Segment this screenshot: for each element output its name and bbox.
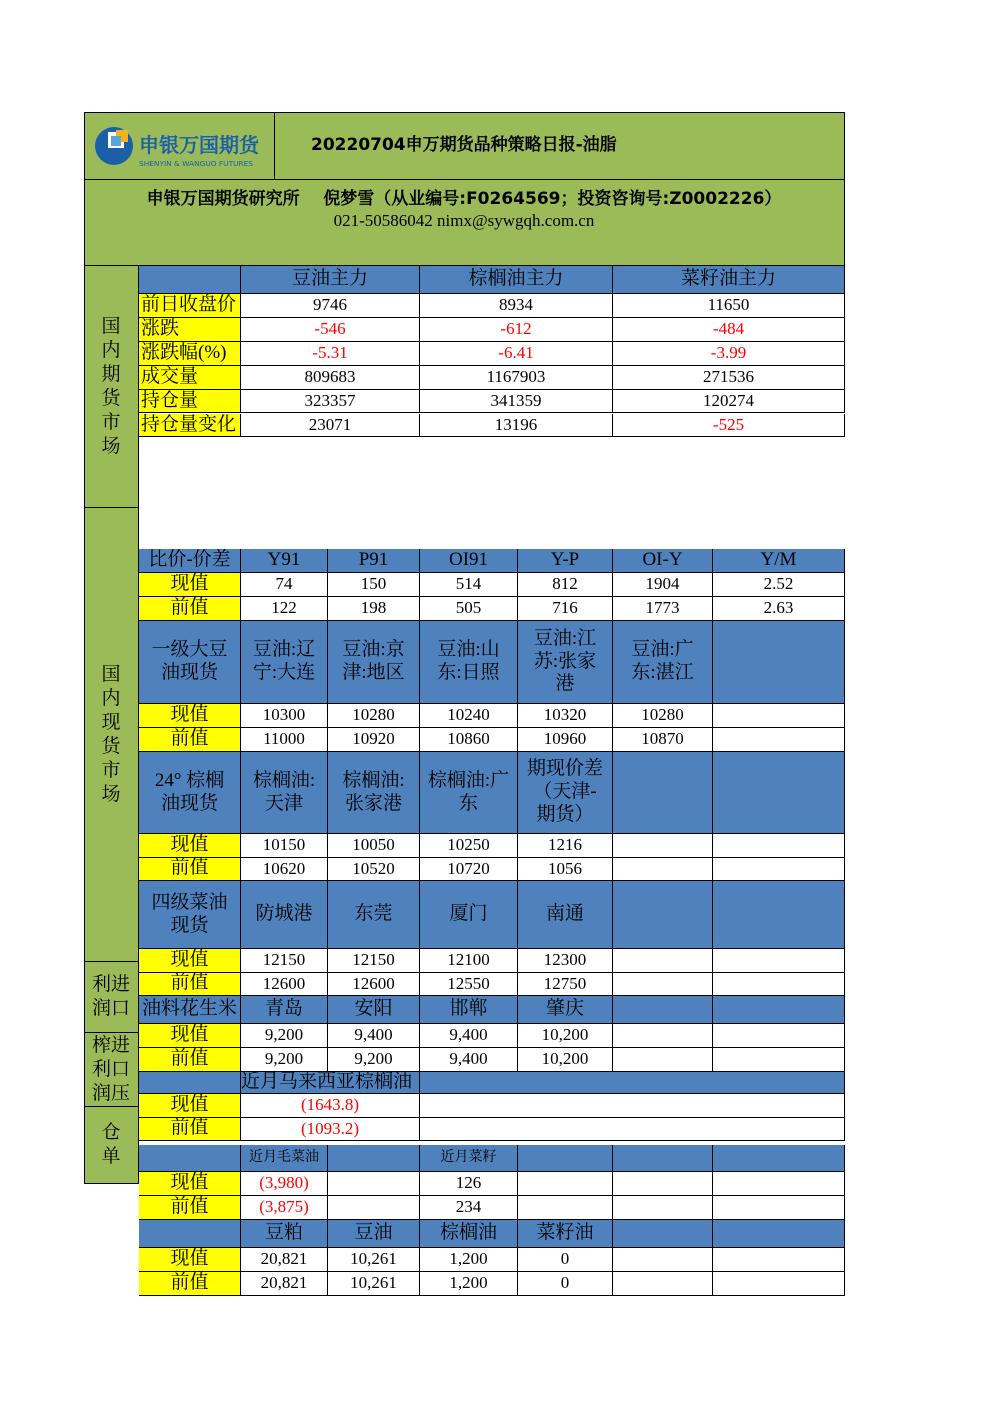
warehouse-current-value: 10,261 bbox=[328, 1248, 420, 1272]
soy_spot-column-header: 豆油:京 津:地区 bbox=[328, 621, 420, 704]
palm_spot-current-value: 10050 bbox=[328, 834, 420, 858]
soy_spot-previous-value: 10870 bbox=[613, 728, 713, 752]
soy_spot-current-value bbox=[713, 704, 845, 728]
peanut-previous-value: 9,400 bbox=[420, 1048, 518, 1072]
crush-previous-value: (3,875) bbox=[241, 1196, 328, 1220]
palm_spot-current-value bbox=[613, 834, 713, 858]
peanut-current-value: 9,200 bbox=[241, 1024, 328, 1048]
soy_spot-current-value: 10280 bbox=[613, 704, 713, 728]
logo-cell bbox=[84, 112, 275, 180]
palm_spot-previous-value: 10620 bbox=[241, 858, 328, 882]
import-current-label: 现值 bbox=[139, 1094, 241, 1118]
futures-row-label: 涨跌幅(%) bbox=[139, 342, 241, 366]
section-warehouse: 仓 单 bbox=[84, 1107, 139, 1184]
rapeseed_spot-column-header: 防城港 bbox=[241, 881, 328, 949]
crush-previous-blank bbox=[613, 1196, 713, 1220]
warehouse-current-value: 1,200 bbox=[420, 1248, 518, 1272]
import-previous-label: 前值 bbox=[139, 1118, 241, 1142]
soy_spot-previous-value: 11000 bbox=[241, 728, 328, 752]
peanut-previous-label: 前值 bbox=[139, 1048, 241, 1072]
spread-previous-value: 198 bbox=[328, 597, 420, 621]
crush-column-header: 近月菜籽 bbox=[420, 1145, 518, 1172]
peanut-column-header bbox=[713, 996, 845, 1024]
warehouse-previous-value: 10,261 bbox=[328, 1272, 420, 1296]
futures-row-label: 持仓量变化 bbox=[139, 414, 241, 438]
company-logo bbox=[89, 118, 269, 174]
spread-column-header: Y-P bbox=[518, 549, 613, 573]
section-domestic-spot: 国 内 现 货 市 场 bbox=[84, 508, 139, 962]
import-label-blank bbox=[139, 1072, 241, 1094]
palm_spot-column-header bbox=[613, 752, 713, 834]
peanut-column-header: 肇庆 bbox=[518, 996, 613, 1024]
soy_spot-previous-value: 10960 bbox=[518, 728, 613, 752]
rapeseed_spot-previous-value: 12750 bbox=[518, 973, 613, 997]
futures-column-header: 菜籽油主力 bbox=[613, 266, 845, 294]
palm_spot-previous-value: 10520 bbox=[328, 858, 420, 882]
spread-current-value: 2.52 bbox=[713, 573, 845, 597]
soy_spot-previous-value: 10860 bbox=[420, 728, 518, 752]
soy_spot-column-header: 豆油:广 东:湛江 bbox=[613, 621, 713, 704]
futures-column-header: 棕榈油主力 bbox=[420, 266, 613, 294]
futures-corner bbox=[139, 266, 241, 294]
import-current-value: (1643.8) bbox=[241, 1094, 420, 1118]
futures-value: -525 bbox=[613, 414, 845, 438]
warehouse-previous-value: 20,821 bbox=[241, 1272, 328, 1296]
rapeseed_spot-previous-label: 前值 bbox=[139, 973, 241, 997]
palm_spot-column-header: 期现价差 （天津- 期货） bbox=[518, 752, 613, 834]
rapeseed_spot-column-header: 厦门 bbox=[420, 881, 518, 949]
futures-value: -612 bbox=[420, 318, 613, 342]
warehouse-column-header: 豆油 bbox=[328, 1220, 420, 1248]
rapeseed_spot-current-value: 12150 bbox=[328, 949, 420, 973]
logo-subtext: SHENYIN & WANGUO FUTURES bbox=[139, 158, 254, 168]
soy_spot-label: 一级大豆 油现货 bbox=[139, 621, 241, 704]
spread-previous-value: 1773 bbox=[613, 597, 713, 621]
contact-line: 021-50586042 nimx@sywgqh.com.cn bbox=[333, 211, 595, 231]
crush-current-blank bbox=[613, 1172, 713, 1196]
futures-value: 323357 bbox=[241, 390, 420, 414]
import-column-header: 近月马来西亚棕榈油 bbox=[241, 1072, 420, 1094]
warehouse-label-blank bbox=[139, 1220, 241, 1248]
peanut-previous-value bbox=[613, 1048, 713, 1072]
peanut-previous-value: 10,200 bbox=[518, 1048, 613, 1072]
soy_spot-previous-value: 10920 bbox=[328, 728, 420, 752]
futures-value: 271536 bbox=[613, 366, 845, 390]
warehouse-previous-blank bbox=[713, 1272, 845, 1296]
warehouse-current-blank bbox=[613, 1248, 713, 1272]
palm_spot-current-value bbox=[713, 834, 845, 858]
crush-previous-value: 234 bbox=[420, 1196, 518, 1220]
strategy-report-sheet bbox=[84, 112, 845, 1294]
spread-label: 比价-价差 bbox=[139, 549, 241, 573]
peanut-previous-value: 9,200 bbox=[241, 1048, 328, 1072]
palm_spot-column-header bbox=[713, 752, 845, 834]
peanut-current-value: 9,400 bbox=[420, 1024, 518, 1048]
futures-row-label: 成交量 bbox=[139, 366, 241, 390]
spread-current-value: 150 bbox=[328, 573, 420, 597]
palm_spot-column-header: 棕榈油: 天津 bbox=[241, 752, 328, 834]
crush-label-blank bbox=[139, 1145, 241, 1172]
crush-previous-blank bbox=[518, 1196, 613, 1220]
spread-previous-value: 122 bbox=[241, 597, 328, 621]
palm_spot-current-value: 10250 bbox=[420, 834, 518, 858]
peanut-label: 油料花生米 bbox=[139, 996, 241, 1024]
futures-value: -3.99 bbox=[613, 342, 845, 366]
rapeseed_spot-label: 四级菜油 现货 bbox=[139, 881, 241, 949]
spread-column-header: P91 bbox=[328, 549, 420, 573]
crush-current-label: 现值 bbox=[139, 1172, 241, 1196]
soy_spot-current-label: 现值 bbox=[139, 704, 241, 728]
section-import-profit: 利进 润口 bbox=[84, 962, 139, 1033]
rapeseed_spot-current-value: 12150 bbox=[241, 949, 328, 973]
futures-value: 11650 bbox=[613, 294, 845, 318]
peanut-column-header: 安阳 bbox=[328, 996, 420, 1024]
palm_spot-current-value: 1216 bbox=[518, 834, 613, 858]
spread-previous-value: 505 bbox=[420, 597, 518, 621]
rapeseed_spot-column-header bbox=[613, 881, 713, 949]
spread-column-header: Y91 bbox=[241, 549, 328, 573]
rapeseed_spot-previous-value bbox=[713, 973, 845, 997]
peanut-current-value bbox=[613, 1024, 713, 1048]
soy_spot-column-header: 豆油:山 东:日照 bbox=[420, 621, 518, 704]
crush-previous-blank bbox=[713, 1196, 845, 1220]
crush-current-blank bbox=[713, 1172, 845, 1196]
spread-current-value: 514 bbox=[420, 573, 518, 597]
rapeseed_spot-current-value bbox=[713, 949, 845, 973]
soy_spot-current-value: 10300 bbox=[241, 704, 328, 728]
palm_spot-column-header: 棕榈油: 张家港 bbox=[328, 752, 420, 834]
warehouse-current-blank bbox=[713, 1248, 845, 1272]
warehouse-previous-value: 1,200 bbox=[420, 1272, 518, 1296]
rapeseed_spot-current-label: 现值 bbox=[139, 949, 241, 973]
author-line: 申银万国期货研究所 倪梦雪（从业编号:F0264569；投资咨询号:Z0002226） bbox=[146, 189, 782, 209]
crush-header-blank bbox=[518, 1145, 613, 1172]
palm_spot-column-header: 棕榈油:广 东 bbox=[420, 752, 518, 834]
soy_spot-column-header bbox=[713, 621, 845, 704]
peanut-column-header: 邯郸 bbox=[420, 996, 518, 1024]
palm_spot-previous-value bbox=[613, 858, 713, 882]
warehouse-current-label: 现值 bbox=[139, 1248, 241, 1272]
palm_spot-previous-label: 前值 bbox=[139, 858, 241, 882]
crush-previous-label: 前值 bbox=[139, 1196, 241, 1220]
spread-current-label: 现值 bbox=[139, 573, 241, 597]
warehouse-previous-value: 0 bbox=[518, 1272, 613, 1296]
rapeseed_spot-column-header bbox=[713, 881, 845, 949]
warehouse-column-header: 棕榈油 bbox=[420, 1220, 518, 1248]
section-domestic-futures: 国 内 期 货 市 场 bbox=[84, 266, 139, 508]
futures-value: 8934 bbox=[420, 294, 613, 318]
futures-row-label: 持仓量 bbox=[139, 390, 241, 414]
futures-value: 9746 bbox=[241, 294, 420, 318]
soy_spot-current-value: 10240 bbox=[420, 704, 518, 728]
warehouse-column-header: 豆粕 bbox=[241, 1220, 328, 1248]
futures-value: -6.41 bbox=[420, 342, 613, 366]
warehouse-current-value: 20,821 bbox=[241, 1248, 328, 1272]
rapeseed_spot-current-value: 12300 bbox=[518, 949, 613, 973]
warehouse-column-header: 菜籽油 bbox=[518, 1220, 613, 1248]
crush-header-blank bbox=[328, 1145, 420, 1172]
section-crush-profit: 榨进 利口 润压 bbox=[84, 1033, 139, 1107]
soy_spot-column-header: 豆油:辽 宁:大连 bbox=[241, 621, 328, 704]
crush-current-value: (3,980) bbox=[241, 1172, 328, 1196]
palm_spot-previous-value: 10720 bbox=[420, 858, 518, 882]
peanut-previous-value: 9,200 bbox=[328, 1048, 420, 1072]
peanut-column-header bbox=[613, 996, 713, 1024]
crush-header-blank bbox=[613, 1145, 713, 1172]
futures-value: 13196 bbox=[420, 414, 613, 438]
warehouse-previous-blank bbox=[613, 1272, 713, 1296]
author-block bbox=[84, 180, 845, 266]
spread-previous-value: 2.63 bbox=[713, 597, 845, 621]
import-header-blank bbox=[420, 1072, 845, 1094]
rapeseed_spot-previous-value bbox=[613, 973, 713, 997]
palm_spot-current-label: 现值 bbox=[139, 834, 241, 858]
crush-current-blank bbox=[518, 1172, 613, 1196]
peanut-current-value: 10,200 bbox=[518, 1024, 613, 1048]
soy_spot-previous-value bbox=[713, 728, 845, 752]
peanut-current-label: 现值 bbox=[139, 1024, 241, 1048]
import-previous-blank bbox=[420, 1118, 845, 1142]
futures-row-label: 涨跌 bbox=[139, 318, 241, 342]
peanut-previous-value bbox=[713, 1048, 845, 1072]
peanut-current-value bbox=[713, 1024, 845, 1048]
peanut-current-value: 9,400 bbox=[328, 1024, 420, 1048]
spread-current-value: 812 bbox=[518, 573, 613, 597]
rapeseed_spot-column-header: 南通 bbox=[518, 881, 613, 949]
rapeseed_spot-previous-value: 12550 bbox=[420, 973, 518, 997]
spread-previous-value: 716 bbox=[518, 597, 613, 621]
futures-value: -484 bbox=[613, 318, 845, 342]
futures-value: 23071 bbox=[241, 414, 420, 438]
crush-header-blank bbox=[713, 1145, 845, 1172]
rapeseed_spot-column-header: 东莞 bbox=[328, 881, 420, 949]
futures-row-label: 前日收盘价 bbox=[139, 294, 241, 318]
spread-previous-label: 前值 bbox=[139, 597, 241, 621]
rapeseed_spot-current-value bbox=[613, 949, 713, 973]
spread-column-header: OI91 bbox=[420, 549, 518, 573]
futures-value: 809683 bbox=[241, 366, 420, 390]
futures-value: -546 bbox=[241, 318, 420, 342]
warehouse-header-blank bbox=[613, 1220, 713, 1248]
crush-current-value: 126 bbox=[420, 1172, 518, 1196]
warehouse-previous-label: 前值 bbox=[139, 1272, 241, 1296]
soy_spot-current-value: 10320 bbox=[518, 704, 613, 728]
crush-current-blank bbox=[328, 1172, 420, 1196]
futures-column-header: 豆油主力 bbox=[241, 266, 420, 294]
peanut-column-header: 青岛 bbox=[241, 996, 328, 1024]
warehouse-header-blank bbox=[713, 1220, 845, 1248]
import-current-blank bbox=[420, 1094, 845, 1118]
report-title: 20220704申万期货品种策略日报-油脂 bbox=[275, 112, 845, 180]
logo-text: 申银万国期货 bbox=[139, 132, 259, 157]
import-previous-value: (1093.2) bbox=[241, 1118, 420, 1142]
palm_spot-current-value: 10150 bbox=[241, 834, 328, 858]
spread-column-header: Y/M bbox=[713, 549, 845, 573]
rapeseed_spot-current-value: 12100 bbox=[420, 949, 518, 973]
palm_spot-previous-value bbox=[713, 858, 845, 882]
palm_spot-previous-value: 1056 bbox=[518, 858, 613, 882]
rapeseed_spot-previous-value: 12600 bbox=[241, 973, 328, 997]
soy_spot-column-header: 豆油:江 苏:张家 港 bbox=[518, 621, 613, 704]
futures-value: 1167903 bbox=[420, 366, 613, 390]
crush-previous-blank bbox=[328, 1196, 420, 1220]
rapeseed_spot-previous-value: 12600 bbox=[328, 973, 420, 997]
soy_spot-previous-label: 前值 bbox=[139, 728, 241, 752]
crush-column-header: 近月毛菜油 bbox=[241, 1145, 328, 1172]
futures-value: 341359 bbox=[420, 390, 613, 414]
spread-column-header: OI-Y bbox=[613, 549, 713, 573]
futures-value: -5.31 bbox=[241, 342, 420, 366]
spread-current-value: 74 bbox=[241, 573, 328, 597]
futures-value: 120274 bbox=[613, 390, 845, 414]
spread-current-value: 1904 bbox=[613, 573, 713, 597]
warehouse-current-value: 0 bbox=[518, 1248, 613, 1272]
soy_spot-current-value: 10280 bbox=[328, 704, 420, 728]
palm_spot-label: 24° 棕榈 油现货 bbox=[139, 752, 241, 834]
